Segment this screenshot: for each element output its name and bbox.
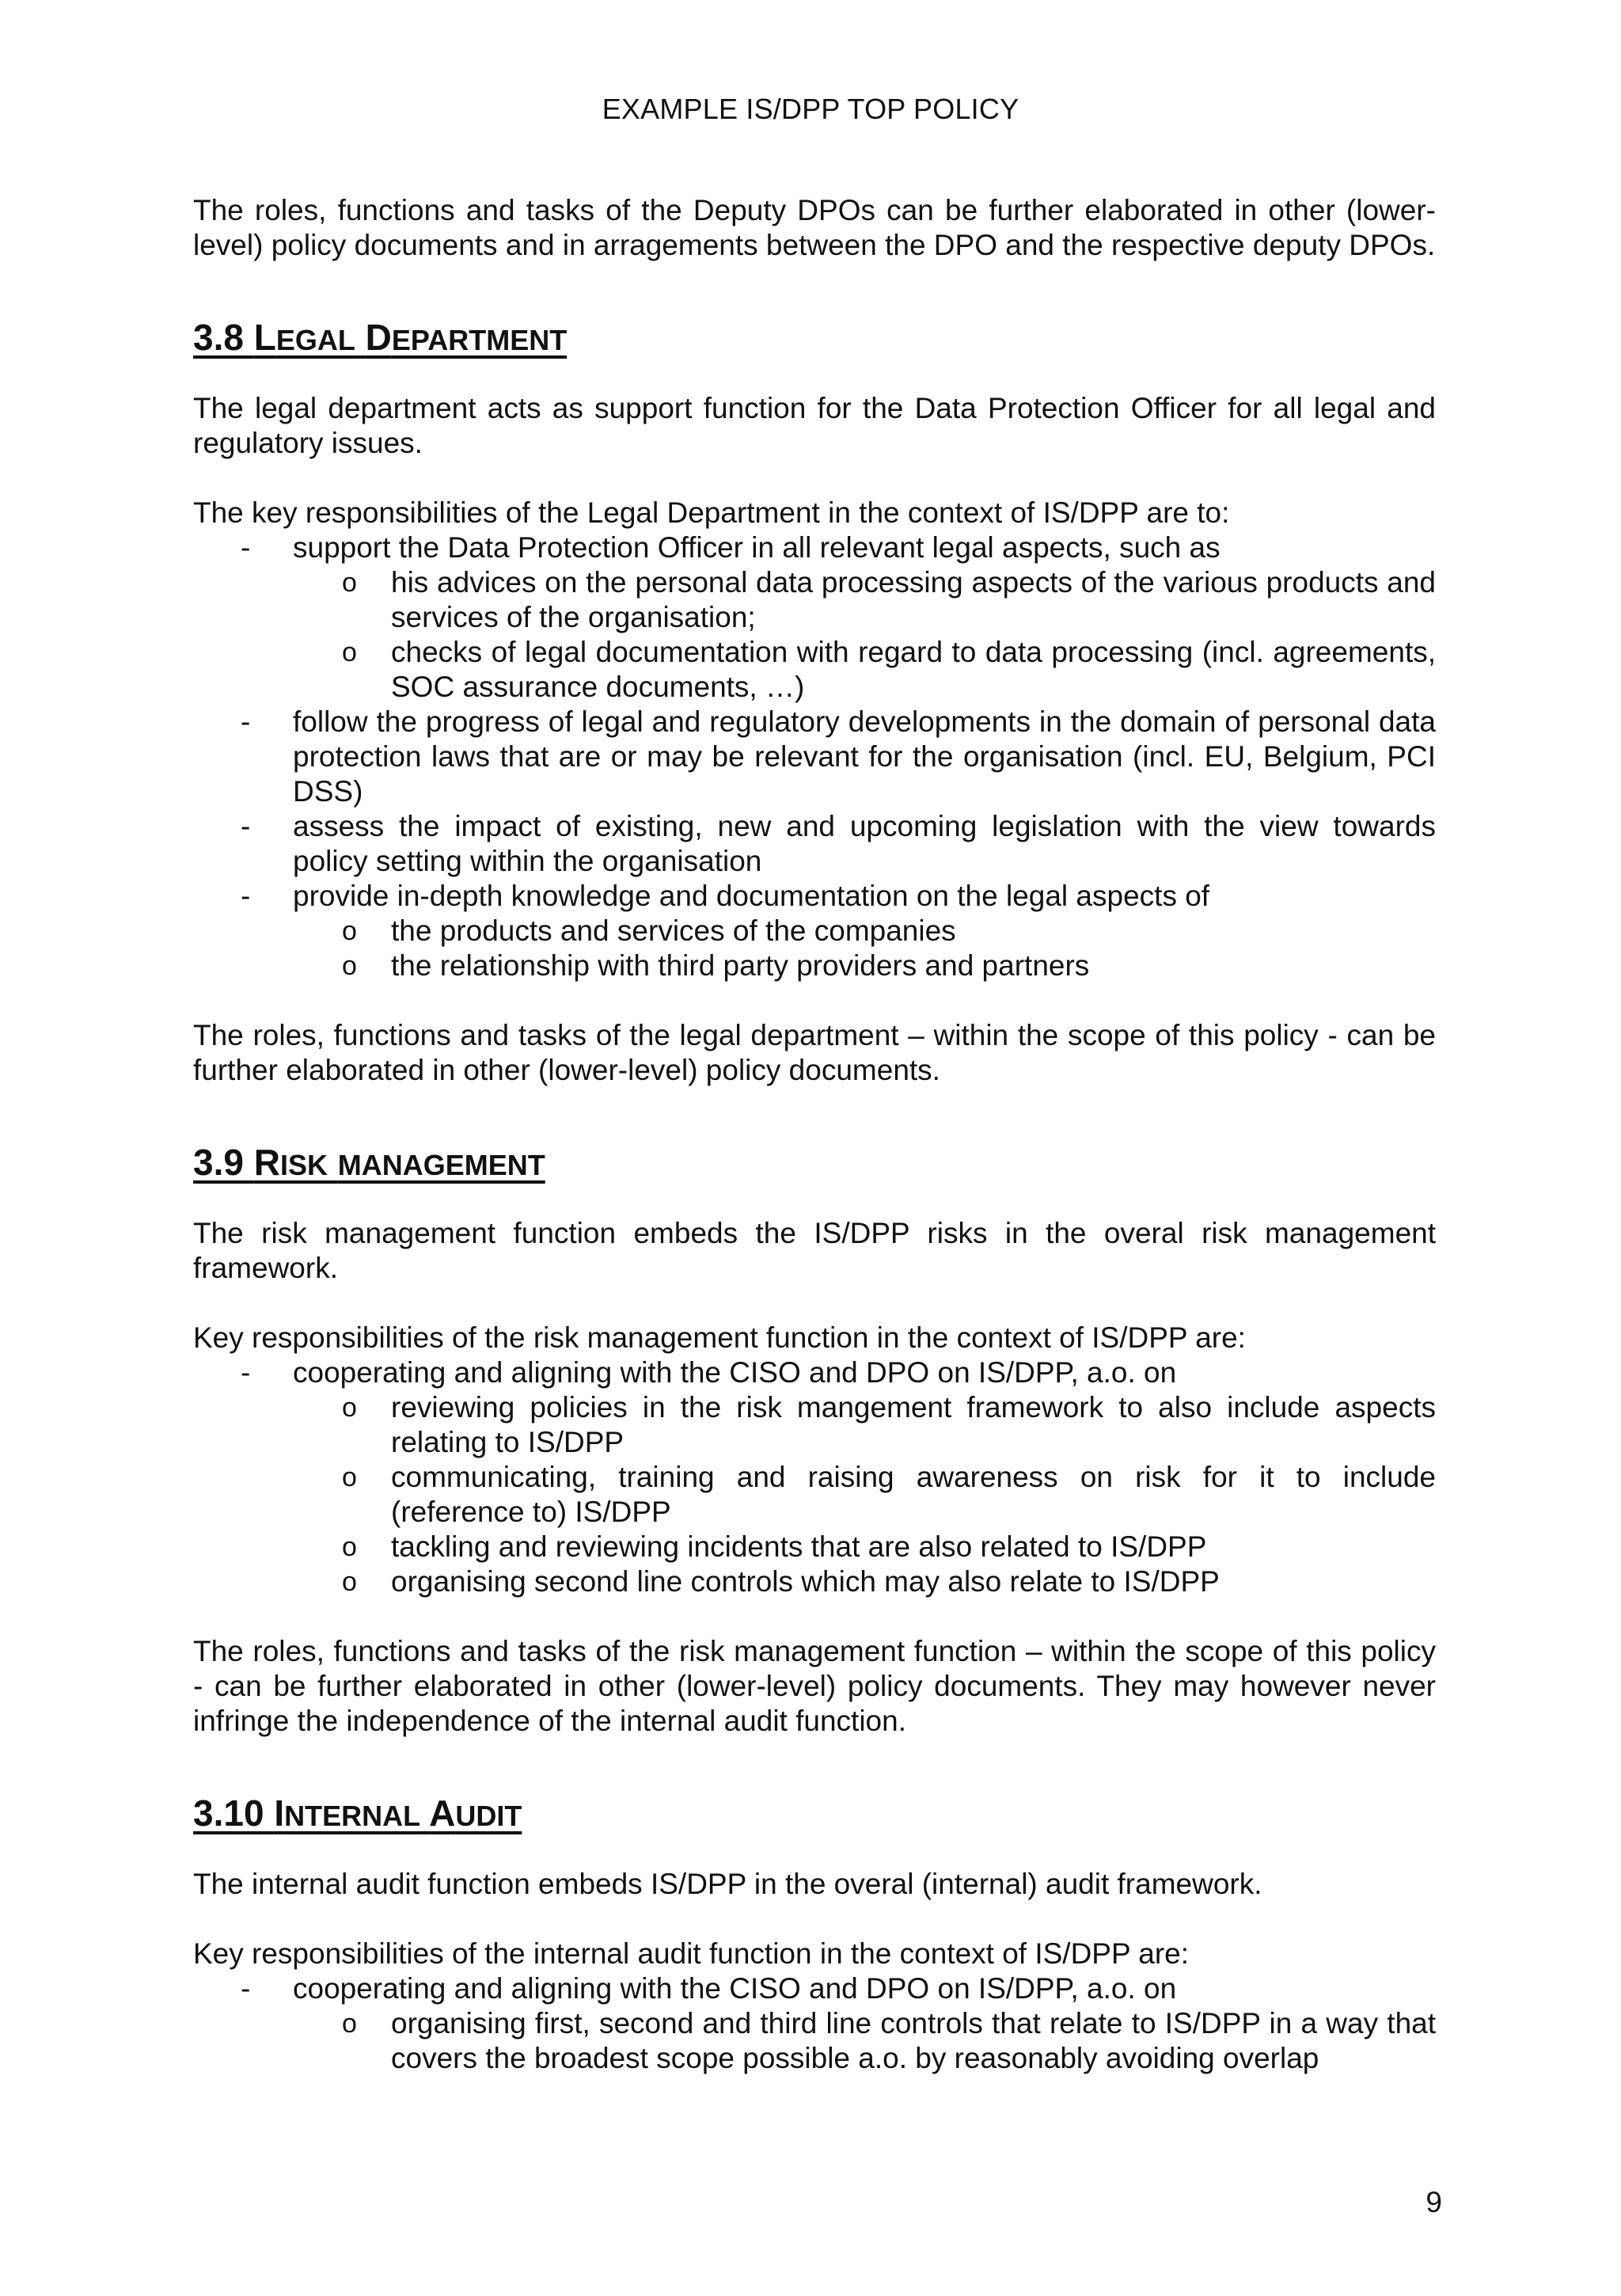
- sub-list-item: o checks of legal documentation with regard to data processing (incl. agreements, SOC assurance documents, …): [342, 636, 1436, 703]
- paragraph: The roles, functions and tasks of the legal department – within the scope of this policy - can be further elaborated in other (lower-level) policy documents.: [193, 1019, 1436, 1086]
- intro-paragraph: The roles, functions and tasks of the Deputy DPOs can be further elaborated in other (lower-level) policy documents and in arragements between the DPO and the respective deputy DPOs.: [193, 194, 1436, 261]
- sub-list-item: o communicating, training and raising awareness on risk for it to include (reference to) IS/DPP: [342, 1461, 1436, 1528]
- section-heading-3-10: 3.10 INTERNAL AUDIT: [193, 1792, 522, 1834]
- circle-bullet: o: [342, 1462, 357, 1492]
- section-heading-3-9: 3.9 RISK MANAGEMENT: [193, 1142, 545, 1183]
- sub-list-item: o organising first, second and third line controls that relate to IS/DPP in a way that covers the broadest scope possible a.o. by reasonably avoiding overlap: [342, 2007, 1436, 2074]
- page-number: 9: [1425, 2186, 1442, 2218]
- list-item: - support the Data Protection Officer in all relevant legal aspects, such as: [241, 531, 1220, 564]
- circle-bullet: o: [342, 2009, 357, 2039]
- paragraph: The legal department acts as support function for the Data Protection Officer for all legal and regulatory issues.: [193, 392, 1436, 459]
- circle-bullet: o: [342, 568, 357, 598]
- dash-bullet: -: [241, 1972, 251, 2005]
- section-heading-3-8: 3.8 LEGAL DEPARTMENT: [193, 317, 568, 358]
- circle-bullet: o: [342, 916, 357, 946]
- dash-bullet: -: [241, 810, 251, 842]
- sub-list-item: o the products and services of the companies: [342, 914, 956, 947]
- list-item: - cooperating and aligning with the CISO and DPO on IS/DPP, a.o. on: [241, 1972, 1177, 2005]
- paragraph: The risk management function embeds the IS/DPP risks in the overal risk management framework.: [193, 1217, 1436, 1284]
- list-item: - follow the progress of legal and regulatory developments in the domain of personal data protection laws that are or may be relevant for the organisation (incl. EU, Belgium, PCI DSS): [241, 705, 1436, 808]
- paragraph: Key responsibilities of the internal audit function in the context of IS/DPP are:: [193, 1937, 1190, 1970]
- list-item: - cooperating and aligning with the CISO and DPO on IS/DPP, a.o. on: [241, 1356, 1177, 1389]
- sub-list-item: o reviewing policies in the risk mangement framework to also include aspects relating to IS/DPP: [342, 1391, 1436, 1458]
- circle-bullet: o: [342, 1567, 357, 1597]
- page-content: [193, 193, 1436, 2076]
- dash-bullet: -: [241, 531, 251, 564]
- sub-list-item: o his advices on the personal data processing aspects of the various products and services of the organisation;: [342, 566, 1436, 633]
- list-item: - assess the impact of existing, new and upcoming legislation with the view towards policy setting within the organisation: [241, 810, 1436, 877]
- circle-bullet: o: [342, 637, 357, 667]
- paragraph: The roles, functions and tasks of the risk management function – within the scope of this policy - can be further elaborated in other (lower-level) policy documents. They may however never infringe the independence of the internal audit function.: [193, 1635, 1436, 1737]
- circle-bullet: o: [342, 1532, 357, 1562]
- paragraph: The internal audit function embeds IS/DPP in the overal (internal) audit framework.: [193, 1868, 1262, 1900]
- sub-list-item: o organising second line controls which may also relate to IS/DPP: [342, 1565, 1220, 1598]
- dash-bullet: -: [241, 1356, 251, 1389]
- sub-list-item: o the relationship with third party providers and partners: [342, 949, 1090, 982]
- dash-bullet: -: [241, 880, 251, 912]
- running-header: EXAMPLE IS/DPP TOP POLICY: [602, 93, 1019, 125]
- list-item: - provide in-depth knowledge and documentation on the legal aspects of: [241, 880, 1210, 912]
- circle-bullet: o: [342, 951, 357, 981]
- sub-list-item: o tackling and reviewing incidents that are also related to IS/DPP: [342, 1530, 1207, 1563]
- circle-bullet: o: [342, 1393, 357, 1423]
- paragraph: The key responsibilities of the Legal Department in the context of IS/DPP are to:: [193, 496, 1230, 529]
- dash-bullet: -: [241, 705, 251, 738]
- paragraph: Key responsibilities of the risk management function in the context of IS/DPP are:: [193, 1321, 1246, 1354]
